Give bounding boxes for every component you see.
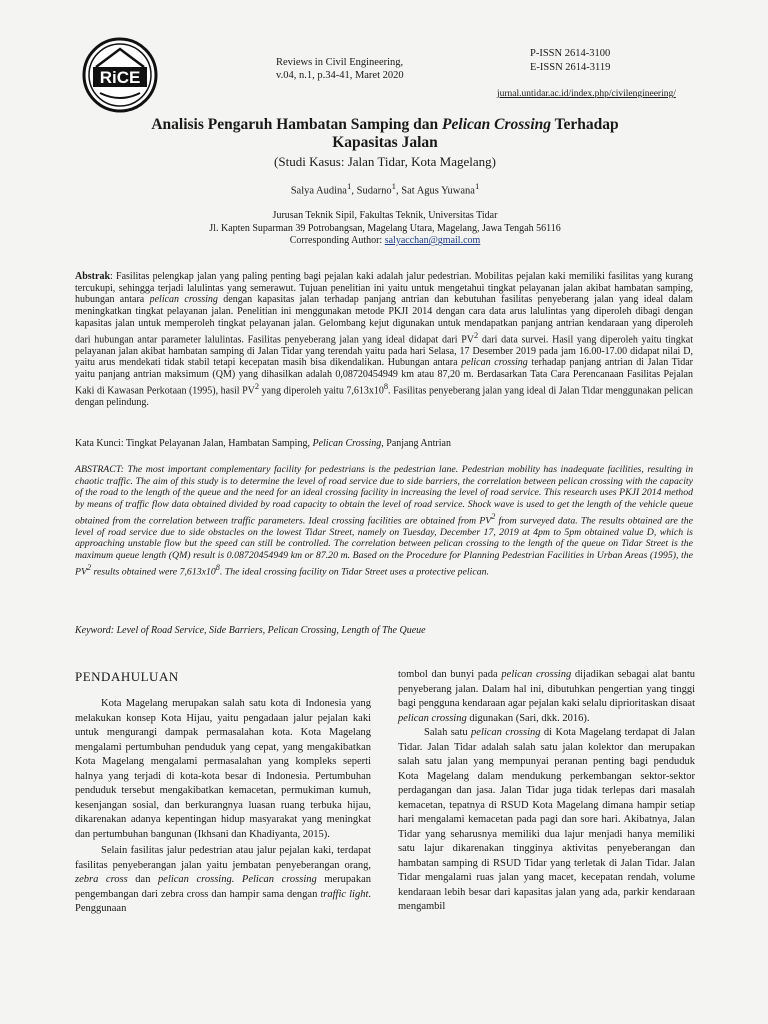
author-list: Salya Audina$^1$, Sudarno$^1$, Sat Agus Yuwana$^1$ — [290, 181, 480, 197]
journal-name: Reviews in Civil Engineering, — [276, 57, 404, 68]
paper-title-line2: Kapasitas Jalan — [332, 134, 438, 151]
journal-url-link[interactable]: jurnal.untidar.ac.id/index.php/civilengineering/ — [497, 89, 676, 99]
department: Jurusan Teknik Sipil, Fakultas Teknik, Universitas Tidar — [272, 210, 498, 221]
affiliation — [80, 210, 690, 248]
body-paragraph: Kota Magelang merupakan salah satu kota di Indonesia yang melakukan konsep Kota Hijau, yaitu pengadaan jalur pejalan kaki untuk mengurangi dampak permasalahan kota. Kota Magelang mengalami pertumbuhan penduduk yang cepat, yang mengakibatkan Kota Magelang mengalami permasalahan yang kompleks seperti halnya yang terjadi di kota-kota besar di Indonesia. Pertumbuhan penduduk tersebut mengakibatkan kemacetan, permukiman kumuh, kesenjangan sosial, dan berkurangnya luasan ruang terbuka hijau, dikarenakan adanya kepentingan hidup masyarakat yang meningkat dan pertumbuhan bangunan (Ikhsani dan Khadiyanta, 2015). — [75, 698, 371, 840]
body-paragraph: tombol dan bunyi pada pelican crossing dijadikan sebagai alat bantu penyeberang jalan. Dalam hal ini, dibutuhkan pengertian yang tinggi bagi pengguna kendaraan agar pejalan kaki selalu diprioritaskan disaat pelican crossing digunakan (Sari, dkk. 2016). — [398, 669, 695, 724]
abstract-english: ABSTRACT: The most important complementary facility for pedestrians is the pedestrian lane. Pedestrian mobility has inadequate facilities, resulting in chaotic traffic. The aim of this study is to determine the level of road service due to side barriers, the correlation between pelican crossing with the capacity of the road to the length of the queue and the need for an ideal crossing facility in increasing the level of road service. This research uses PKJI 2014 method by means of traffic flow data obtained divided by road capacity to obtain the level of road service. Shock wave is used to get the length of the vehicle queue obtained from the correlation between traffic parameters. Ideal crossing facilities are obtained from $PV^2$ from surveyed data. The results obtained are the level of road service due to side obstacles on the lowest Tidar Street, namely on Tuesday, December 17, 2019 at 4pm to 5pm obtained value D, which is approaching unstable flow but the speed can still be controlled. The correlation between pelican crossing to the length of the queue on Tidar Street is the maximum queue length (QM) result is 0.08720454949 km or 87.20 m. Based on the Procedure for Planning Pedestrian Facilities in Urban Areas (1995), the $PV^2$ results obtained were $7,613x10^8$. The ideal crossing facility on Tidar Street uses a protective pelican. — [75, 464, 693, 578]
abstrak-label: Abstrak — [75, 271, 111, 282]
logo-text: RiCE — [99, 68, 141, 87]
section-heading: PENDAHULUAN — [75, 669, 179, 684]
abstract-indonesian: Abstrak: Fasilitas pelengkap jalan yang paling penting bagi pejalan kaki adalah jalur pedestrian. Mobilitas pejalan kaki memiliki fasilitas yang kurang tercukupi, sehingga terjadi lalulintas yang semerawut. Tujuan penelitian ini yaitu untuk mengetahui tingkat pelayanan jalan akibat hambatan samping, hubungan antara pelican crossing dengan kapasitas jalan terhadap panjang antrian dan kebutuhan fasilitas penyeberang jalan yang ideal dalam meningkatkan tingkat pelayanan jalan. Penelitian ini menggunakan metode PKJI 2014 dengan cara data arus lalulintas yang diperoleh dibagi dengan kapasitas jalan untuk memperoleh tingkat pelayanan jalan. Gelombang kejut digunakan untuk mendapatkan panjang antrian kendaraan yang diperoleh dari hubungan antar parameter lalulintas. Fasilitas penyeberang jalan yang ideal didapat dari $PV^2$ dari data survei. Hasil yang diperoleh yaitu tingkat pelayanan jalan akibat hambatan samping di Jalan Tidar yang terendah yaitu pada hari Selasa, 17 Desember 2019 pada jam 16.00-17.00 didapat nilai D, yaitu arus mendekati tidak stabil tetapi kecepatan masih bisa dikendalikan. Hubungan antara pelican crossing terhadap panjang antrian di Jalan Tidar yaitu panjang antrian maksimum (QM) yang dihasilkan adalah 0,08720454949 km atau 87,20 m. Berdasarkan Tata Cara Perencanaan Fasilitas Pejalan Kaki di Kawasan Perkotaan (1995), hasil $PV^2$ yang diperoleh yaitu $7,613x10^8$. Fasilitas penyeberang jalan yang ideal di Jalan Tidar menggunakan pelican dengan pelindung. — [75, 271, 693, 408]
journal-info — [276, 57, 466, 82]
paper-title-block — [80, 116, 690, 170]
paper-title: Analisis Pengaruh Hambatan Samping dan Pelican Crossing Terhadap — [151, 116, 619, 133]
p-issn: P-ISSN 2614-3100 — [530, 48, 611, 59]
author-name: Sudarno — [356, 185, 392, 197]
keywords-english: Keyword: Level of Road Service, Side Barriers, Pelican Crossing, Length of The Queue — [75, 625, 426, 636]
author-name: Salya Audina — [290, 185, 347, 197]
journal-issue: v.04, n.1, p.34-41, Maret 2020 — [276, 69, 404, 81]
e-issn: E-ISSN 2614-3119 — [530, 61, 611, 73]
issn-info — [530, 47, 680, 74]
address: Jl. Kapten Suparman 39 Potrobangsan, Magelang Utara, Magelang, Jawa Tengah 56116 — [209, 222, 561, 234]
corresponding-email-link[interactable]: salyacchan@gmail.com — [384, 235, 481, 246]
body-paragraph: Selain fasilitas jalur pedestrian atau jalur pejalan kaki, terdapat fasilitas penyeberangan jalan yaitu jembatan penyeberangan orang, zebra cross dan pelican crossing. Pelican crossing merupakan pengembangan dari zebra cross dan hampir sama dengan traffic light. Penggunaan — [75, 845, 371, 914]
keywords-indonesian: Kata Kunci: Tingkat Pelayanan Jalan, Hambatan Samping, Pelican Crossing, Panjang Antrian — [75, 438, 451, 449]
paper-subtitle: (Studi Kasus: Jalan Tidar, Kota Magelang) — [274, 154, 496, 169]
journal-logo — [82, 37, 158, 113]
body-column-right — [398, 668, 695, 915]
body-column-left — [75, 697, 371, 917]
author-name: Sat Agus Yuwana — [401, 185, 475, 197]
body-paragraph: Salah satu pelican crossing di Kota Magelang terdapat di Jalan Tidar. Jalan Tidar adalah salah satu jalan kolektor dan merupakan salah satu jalan yang mempunyai peranan penting bagi penduduk Kota Magelang dalam mendukung perkembangan sektor-sektor perdagangan dan jasa. Jalan Tidar juga tidak terlepas dari masalah kemacetan, tepatnya di RSUD Kota Magelang dimana hampir setiap hari mengalami kemacetan pada pagi dan sore hari. Akibatnya, Jalan Tidar yang seharusnya memiliki dua lajur menjadi hanya memiliki satu lajur dikarenakan tingginya aktivitas penyeberangan dan hambatan samping di RSUD Tidar yang terletak di Jalan Tidar. Jalan Tidar mengalami ruas jalan yang macet, kecepatan rendah, volume kendaraan lebih besar dari kapasitas jalan yang ada, parkir kendaraan mengambil — [398, 727, 695, 912]
corresponding-author: Corresponding Author: salyacchan@gmail.com — [289, 235, 481, 246]
